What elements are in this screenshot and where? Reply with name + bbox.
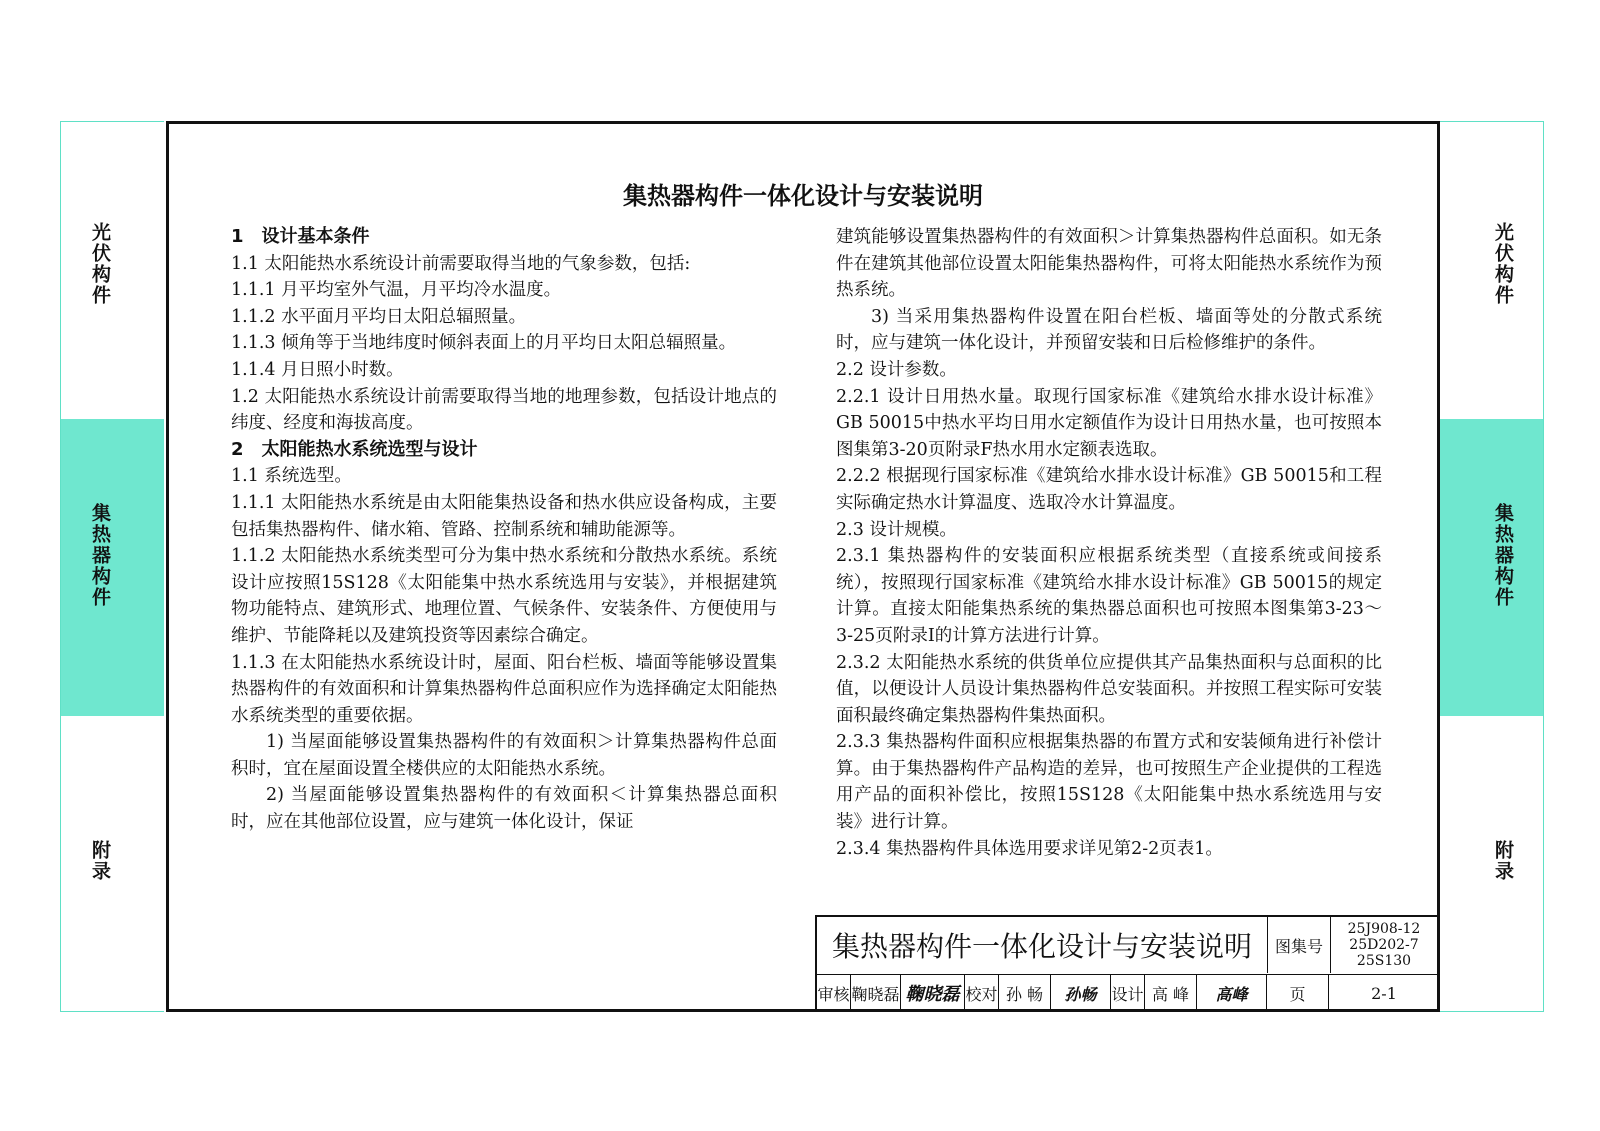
paragraph: 1.1.2 太阳能热水系统类型可分为集中热水系统和分散热水系统。系统设计应按照15S128《太阳能集中热水系统选用与安装》，并根据建筑物功能特点、建筑形式、地理位置、气候条件、安装条件、方便使用与维护、节能降耗以及建筑投资等因素综合确定。 <box>231 546 777 646</box>
page-title: 集热器构件一体化设计与安装说明 <box>623 182 983 210</box>
paragraph: 1) 当屋面能够设置集热器构件的有效面积＞计算集热器构件总面积时，宜在屋面设置全楼供应的太阳能热水系统。 <box>231 732 777 779</box>
designer-signature: 高峰 <box>1197 975 1267 1011</box>
text-column-left <box>231 224 777 836</box>
paragraph: 2) 当屋面能够设置集热器构件的有效面积＜计算集热器总面积时，应在其他部位设置，应与建筑一体化设计，保证 <box>231 785 777 833</box>
text-column-right <box>836 224 1382 862</box>
design-label: 设计 <box>1111 975 1145 1011</box>
paragraph: 3) 当采用集热器构件设置在阳台栏板、墙面等处的分散式系统时，应与建筑一体化设计，并预留安装和日后检修维护的条件。 <box>836 306 1382 354</box>
side-tab-collector[interactable]: 集热器构件 <box>61 419 164 716</box>
side-tab-appendix-right[interactable]: 附录 <box>1492 840 1514 882</box>
page-label: 页 <box>1267 975 1329 1011</box>
paragraph: 2.3.3 集热器构件面积应根据集热器的布置方式和安装倾角进行补偿计算。由于集热器构件产品构造的差异，也可按照生产企业提供的工程选用产品的面积补偿比，按照15S128《太阳能集中热水系统选用与安装》进行计算。 <box>836 732 1382 833</box>
paragraph: 2.2.2 根据现行国家标准《建筑给水排水设计标准》GB 50015和工程实际确定热水计算温度、选取冷水计算温度。 <box>836 466 1382 513</box>
paragraph: 1.2 太阳能热水系统设计前需要取得当地的地理参数，包括设计地点的纬度、经度和海拔高度。 <box>231 386 777 434</box>
section-heading: 1 设计基本条件 <box>231 226 370 247</box>
reviewer-signature: 鞠晓磊 <box>901 975 965 1011</box>
left-side-tabs <box>60 121 164 1012</box>
paragraph: 1.1.4 月日照小时数。 <box>231 359 404 380</box>
title-block <box>815 915 1437 1011</box>
right-side-tabs <box>1440 121 1544 1012</box>
review-label: 审核 <box>817 975 851 1011</box>
designer-name: 高 峰 <box>1145 975 1197 1011</box>
paragraph: 2.2.1 设计日用热水量。取现行国家标准《建筑给水排水设计标准》GB 50015中热水平均日用水定额值作为设计日用热水量，也可按照本图集第3-20页附录F热水用水定额表选取。 <box>836 386 1382 460</box>
atlas-numbers <box>1329 917 1439 973</box>
side-tab-appendix[interactable]: 附录 <box>89 840 111 882</box>
atlas-number-label: 图集号 <box>1267 917 1331 973</box>
paragraph: 2.3 设计规模。 <box>836 519 957 540</box>
paragraph: 1.1.1 月平均室外气温，月平均冷水温度。 <box>231 280 562 301</box>
paragraph: 1.1.3 倾角等于当地纬度时倾斜表面上的月平均日太阳总辐照量。 <box>231 333 737 354</box>
paragraph: 2.3.1 集热器构件的安装面积应根据系统类型（直接系统或间接系统），按照现行国家标准《建筑给水排水设计标准》GB 50015的规定计算。直接太阳能集热系统的集热器总面积也可按照本图集第3-23～3-25页附录I的计算方法进行计算。 <box>836 546 1382 646</box>
paragraph: 2.3.4 集热器构件具体选用要求详见第2-2页表1。 <box>836 838 1223 859</box>
title-block-title: 集热器构件一体化设计与安装说明 <box>831 930 1252 963</box>
checker-name: 孙 畅 <box>999 975 1051 1011</box>
paragraph: 1.1 系统选型。 <box>231 466 352 487</box>
paragraph: 2.2 设计参数。 <box>836 359 957 380</box>
paragraph: 1.1.1 太阳能热水系统是由太阳能集热设备和热水供应设备构成，主要包括集热器构件、储水箱、管路、控制系统和辅助能源等。 <box>231 492 777 540</box>
side-tab-pv[interactable]: 光伏构件 <box>89 222 111 306</box>
atlas-number: 25J908-12 <box>1347 921 1421 937</box>
atlas-number: 25D202-7 <box>1349 937 1419 953</box>
paragraph: 建筑能够设置集热器构件的有效面积＞计算集热器构件总面积。如无条件在建筑其他部位设置太阳能集热器构件，可将太阳能热水系统作为预热系统。 <box>836 227 1382 301</box>
section-heading: 2 太阳能热水系统选型与设计 <box>231 438 478 460</box>
paragraph: 1.1.3 在太阳能热水系统设计时，屋面、阳台栏板、墙面等能够设置集热器构件的有效面积和计算集热器构件总面积应作为选择确定太阳能热水系统类型的重要依据。 <box>231 652 777 726</box>
paragraph: 1.1 太阳能热水系统设计前需要取得当地的气象参数，包括: <box>231 253 691 274</box>
paragraph: 1.1.2 水平面月平均日太阳总辐照量。 <box>231 306 527 327</box>
page-number: 2-1 <box>1371 983 1397 1003</box>
checker-signature: 孙畅 <box>1051 975 1111 1011</box>
atlas-number: 25S130 <box>1356 953 1412 969</box>
side-tab-pv-right[interactable]: 光伏构件 <box>1492 222 1514 306</box>
reviewer-name: 鞠晓磊 <box>851 975 901 1011</box>
side-tab-collector-right[interactable]: 集热器构件 <box>1440 419 1543 716</box>
check-label: 校对 <box>965 975 999 1011</box>
drawing-frame <box>166 121 1440 1012</box>
paragraph: 2.3.2 太阳能热水系统的供货单位应提供其产品集热面积与总面积的比值，以便设计人员设计集热器构件总安装面积。并按照工程实际可安装面积最终确定集热器构件集热面积。 <box>836 652 1382 726</box>
